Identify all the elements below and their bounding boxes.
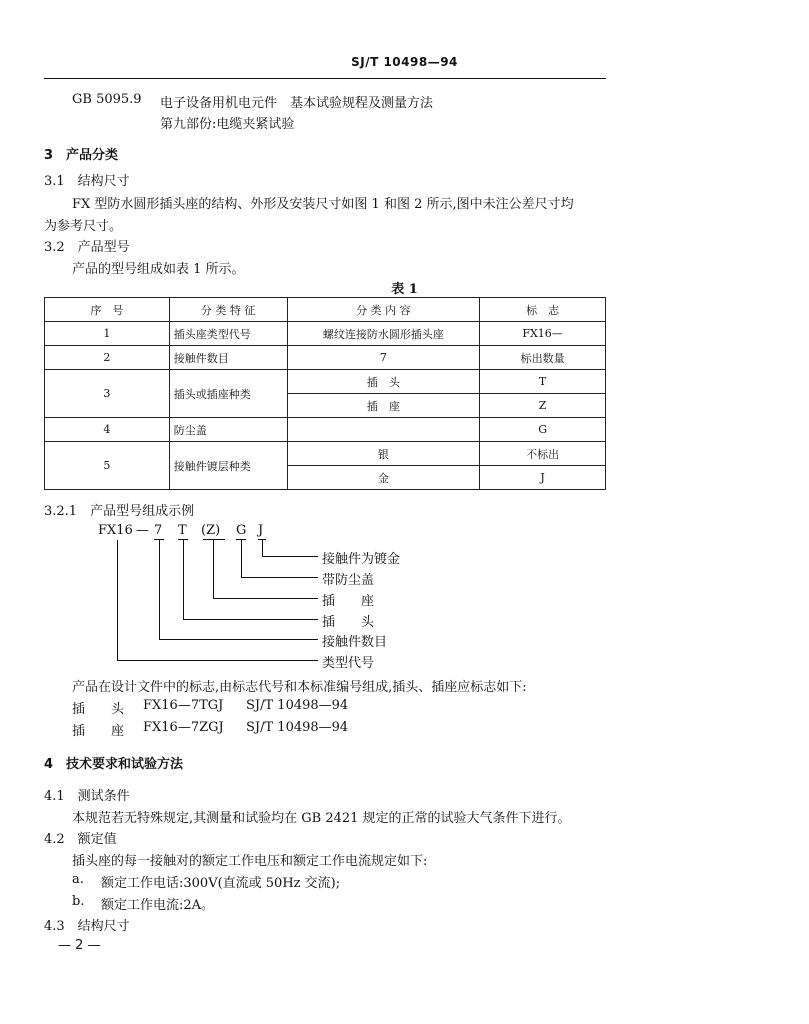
table-row (45, 346, 606, 370)
ref-subtitle: 第九部份:电缆夹紧试验 (160, 117, 295, 132)
label-contact-count: 接触件数目 (322, 635, 388, 650)
row-content: 螺纹连接防水圆形插头座 (287, 322, 480, 346)
row-feature: 防尘盖 (169, 418, 287, 442)
table-row (45, 442, 606, 466)
row-mark: Z (480, 394, 606, 418)
label-socket: 插 座 (322, 594, 375, 609)
section-3-1-heading: 3.1 结构尺寸 (44, 174, 130, 189)
row-mark: 标出数量 (480, 346, 606, 370)
marking-socket-std: SJ/T 10498—94 (246, 720, 349, 735)
section-3-2-1-heading: 3.2.1 产品型号组成示例 (44, 504, 195, 519)
label-gold-plating: 接触件为镀金 (322, 552, 401, 567)
list-item-b-label: b. (72, 894, 85, 909)
marking-plug-kind: 插 头 (72, 702, 125, 717)
section-3-2-heading: 3.2 产品型号 (44, 240, 130, 255)
example-part-z: (Z) (201, 523, 221, 538)
table-caption: 表 1 (391, 282, 418, 297)
leader-count (159, 540, 160, 639)
row-mark: G (480, 418, 606, 442)
marking-socket-code: FX16—7ZGJ (143, 720, 224, 735)
hleader-plug (183, 619, 318, 620)
ref-title: 电子设备用机电元件 基本试验规程及测量方法 (160, 96, 434, 111)
example-part-g: G (236, 523, 247, 538)
hleader-gold (262, 556, 318, 557)
hleader-type (117, 660, 318, 661)
row-content: 银 (287, 442, 480, 466)
marking-plug-code: FX16—7TGJ (143, 698, 224, 713)
section-3-1-text-line1: FX 型防水圆形插头座的结构、外形及安装尺寸如图 1 和图 2 所示,图中未注公差尺寸均 (72, 197, 574, 212)
row-no: 4 (45, 418, 170, 442)
row-no: 1 (45, 322, 170, 346)
row-mark: J (480, 466, 606, 490)
hleader-cover (241, 577, 318, 578)
row-mark: FX16— (480, 322, 606, 346)
row-content: 金 (287, 466, 480, 490)
leader-cover (241, 540, 242, 577)
row-feature: 接触件数目 (169, 346, 287, 370)
section-4-1-text: 本规范若无特殊规定,其测量和试验均在 GB 2421 规定的正常的试验大气条件下进行。 (72, 811, 571, 826)
section-4-heading: 4 技术要求和试验方法 (44, 757, 184, 772)
hleader-count (159, 639, 318, 640)
leader-gold (262, 540, 263, 556)
row-mark: T (480, 370, 606, 394)
example-part-t: T (178, 523, 187, 538)
row-no: 2 (45, 346, 170, 370)
section-4-2-heading: 4.2 额定值 (44, 832, 117, 847)
section-3-heading: 3 产品分类 (44, 148, 119, 163)
section-3-2-text: 产品的型号组成如表 1 所示。 (72, 262, 245, 277)
section-4-2-text: 插头座的每一接触对的额定工作电压和额定工作电流规定如下: (72, 854, 428, 869)
row-feature: 插头座类型代号 (169, 322, 287, 346)
label-plug: 插 头 (322, 615, 375, 630)
marking-socket-kind: 插 座 (72, 724, 125, 739)
example-part-j: J (258, 523, 264, 538)
leader-type (117, 540, 118, 660)
header-rule (44, 78, 606, 79)
section-3-1-text-line2: 为参考尺寸。 (44, 219, 123, 234)
row-feature: 接触件镀层种类 (169, 442, 287, 490)
list-item-a-label: a. (72, 872, 84, 887)
table-row (45, 418, 606, 442)
row-content: 插 座 (287, 394, 480, 418)
underline-z (203, 539, 225, 540)
row-no: 3 (45, 370, 170, 418)
row-no: 5 (45, 442, 170, 490)
list-item-a-text: 额定工作电话:300V(直流或 50Hz 交流); (101, 876, 341, 891)
page-number: — 2 — (58, 938, 101, 953)
row-content: 7 (287, 346, 480, 370)
hleader-socket (213, 598, 318, 599)
table-row (45, 322, 606, 346)
row-content (287, 418, 480, 442)
list-item-b-text: 额定工作电流:2A。 (101, 898, 215, 913)
example-part-7: 7 (154, 523, 163, 538)
leader-plug (183, 540, 184, 619)
row-feature: 插头或插座种类 (169, 370, 287, 418)
header-feature: 分 类 特 征 (169, 298, 287, 322)
label-type-code: 类型代号 (322, 656, 375, 671)
label-dust-cover: 带防尘盖 (322, 573, 375, 588)
marking-text: 产品在设计文件中的标志,由标志代号和本标准编号组成,插头、插座应标志如下: (72, 680, 527, 695)
table-row (45, 370, 606, 394)
header-content: 分 类 内 容 (287, 298, 480, 322)
document-code-header: SJ/T 10498—94 (351, 55, 458, 69)
row-content: 插 头 (287, 370, 480, 394)
header-mark: 标 志 (480, 298, 606, 322)
leader-socket (213, 540, 214, 598)
marking-plug-std: SJ/T 10498—94 (246, 698, 349, 713)
ref-code: GB 5095.9 (72, 92, 142, 107)
example-part-dash: — (136, 523, 149, 538)
example-part-fx16: FX16 (98, 523, 133, 538)
table-1 (44, 297, 606, 490)
row-mark: 不标出 (480, 442, 606, 466)
header-no: 序 号 (45, 298, 170, 322)
table-header-row (45, 298, 606, 322)
section-4-3-heading: 4.3 结构尺寸 (44, 919, 130, 934)
section-4-1-heading: 4.1 测试条件 (44, 789, 130, 804)
